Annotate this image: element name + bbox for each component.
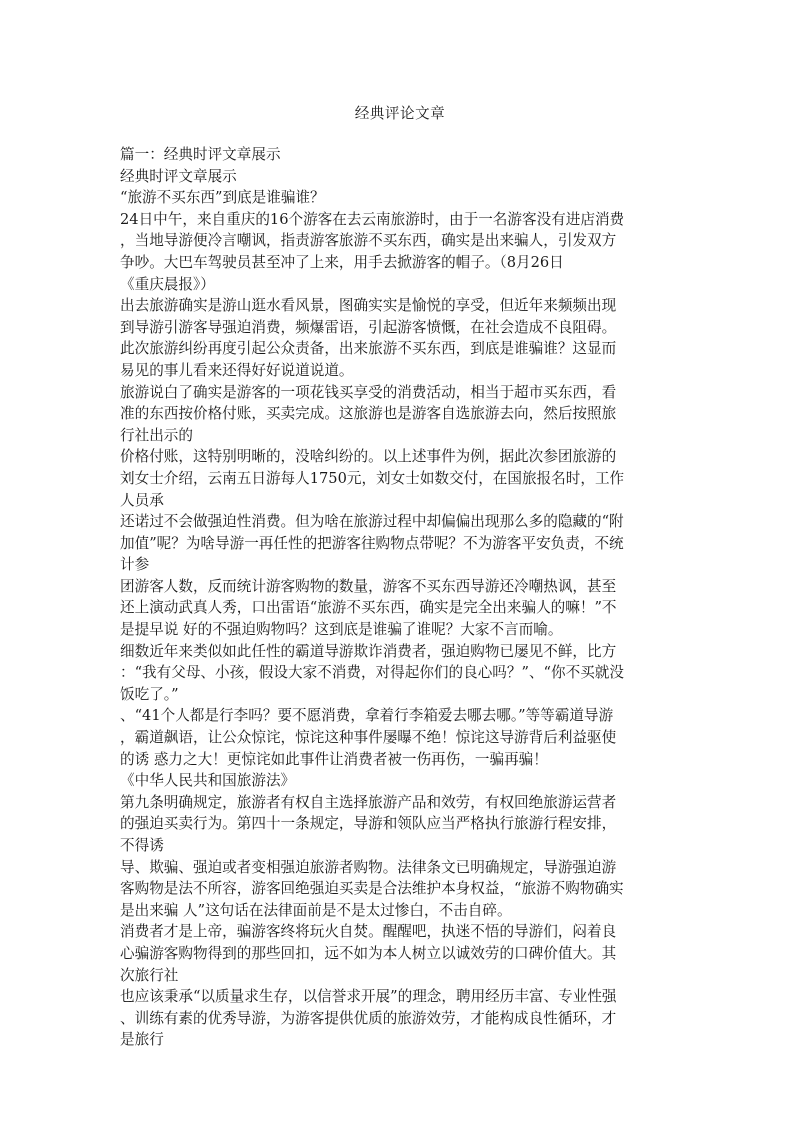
text-line: 人员承 — [120, 491, 164, 509]
text-line: 旅游说白了确实是游客的一项花钱买享受的消费活动，相当于超市买东西，看 — [120, 383, 617, 401]
text-line: 、训练有素的优秀导游，为游客提供优质的旅游效劳，才能构成良性循环，才 — [120, 1009, 617, 1027]
text-line: 消费者才是上帝，骗游客终将玩火自焚。醒醒吧，执迷不悟的导游们，闷着良 — [120, 923, 617, 941]
text-line: 、“41个人都是行李吗？要不愿消费，拿着行李箱爱去哪去哪。”等等霸道导游 — [120, 707, 614, 725]
text-line: 的诱 惑力之大！更惊诧如此事件让消费者被一伤再伤，一骗再骗！ — [120, 750, 548, 768]
text-line: 是出来骗 人”这句话在法律面前是不是太过惨白，不击自碎。 — [120, 901, 512, 919]
text-line: 刘女士介绍，云南五日游每人1750元，刘女士如数交付，在国旅报名时，工作 — [120, 469, 625, 487]
text-line: 的强迫买卖行为。第四十一条规定，导游和领队应当严格执行旅游行程安排， — [120, 815, 617, 833]
text-line: 细数近年来类似如此任性的霸道导游欺诈消费者，强迫购物已屡见不鲜，比方 — [120, 642, 617, 660]
text-line: 出去旅游确实是游山逛水看风景，图确实实是愉悦的享受，但近年来频频出现 — [120, 297, 617, 315]
text-line: 第九条明确规定，旅游者有权自主选择旅游产品和效劳，有权回绝旅游运营者 — [120, 793, 617, 811]
text-line: 篇一：经典时评文章展示 — [120, 146, 281, 163]
text-line: ，当地导游便冷言嘲讽，指责游客旅游不买东西，确实是出来骗人，引发双方 — [120, 232, 617, 250]
text-line: 准的东西按价格付账，买卖完成。这旅游也是游客自选旅游去向，然后按照旅 — [120, 405, 617, 423]
text-line: 是旅行 — [120, 1031, 164, 1049]
text-line: 也应该秉承“以质量求生存，以信誉求开展”的理念，聘用经历丰富、专业性强 — [120, 988, 617, 1006]
text-line: 团游客人数，反而统计游客购物的数量，游客不买东西导游还冷嘲热讽，甚至 — [120, 577, 617, 595]
text-line: 加值”呢？为啥导游一再任性的把游客往购物点带呢？不为游客平安负责，不统 — [120, 534, 624, 552]
text-line: 此次旅游纠纷再度引起公众责备，出来旅游不买东西，到底是谁骗谁？这显而 — [120, 340, 617, 358]
text-line: 是提早说 好的不强迫购物吗？这到底是谁骗了谁呢？大家不言而喻。 — [120, 621, 563, 639]
text-line: 心骗游客购物得到的那些回扣，远不如为本人树立以诚效劳的口碑价值大。其 — [120, 944, 617, 962]
text-line: 易见的事儿看来还得好好说道说道。 — [120, 361, 354, 379]
text-line: 行社出示的 — [120, 426, 193, 444]
text-line: 争吵。大巴车驾驶员甚至冲了上来，用手去掀游客的帽子。（8月26日 — [120, 253, 564, 271]
text-line: 不得诱 — [120, 837, 164, 854]
text-line: 《中华人民共和国旅游法》 — [120, 772, 296, 790]
document-title: 经典评论文章 — [354, 105, 446, 122]
text-line: 还诺过不会做强迫性消费。但为啥在旅游过程中却偏偏出现那么多的隐藏的“附 — [120, 513, 624, 531]
text-line: 客购物是法不所容，游客回绝强迫买卖是合法维护本身权益，“旅游不购物确实 — [120, 880, 624, 898]
text-line: “旅游不买东西”到底是谁骗谁？ — [120, 189, 325, 207]
text-line: 计参 — [120, 556, 150, 574]
text-line: ：“我有父母、小孩，假设大家不消费，对得起你们的良心吗？”、“你不买就没 — [120, 664, 624, 682]
text-line: 价格付账，这特别明晰的，没啥纠纷的。以上述事件为例，据此次参团旅游的 — [120, 448, 617, 466]
text-line: 24日中午，来自重庆的16个游客在去云南旅游时，由于一名游客没有进店消费 — [120, 210, 625, 228]
text-line: 经典时评文章展示 — [120, 167, 237, 185]
document-body — [120, 144, 690, 1051]
text-line: 还上演动武真人秀，口出雷语“旅游不买东西，确实是完全出来骗人的嘛！”不 — [120, 599, 617, 617]
text-line: 《重庆晨报》） — [120, 275, 215, 293]
text-line: 饭吃了。” — [120, 685, 179, 703]
text-line: 导、欺骗、强迫或者变相强迫旅游者购物。法律条文已明确规定，导游强迫游 — [120, 858, 617, 876]
text-line: 到导游引游客导强迫消费，频爆雷语，引起游客愤慨，在社会造成不良阻碍。 — [120, 318, 617, 336]
text-line: ，霸道飙语，让公众惊诧，惊诧这种事件屡曝不绝！惊诧这导游背后利益驱使 — [120, 729, 617, 747]
text-line: 次旅行社 — [120, 966, 179, 984]
